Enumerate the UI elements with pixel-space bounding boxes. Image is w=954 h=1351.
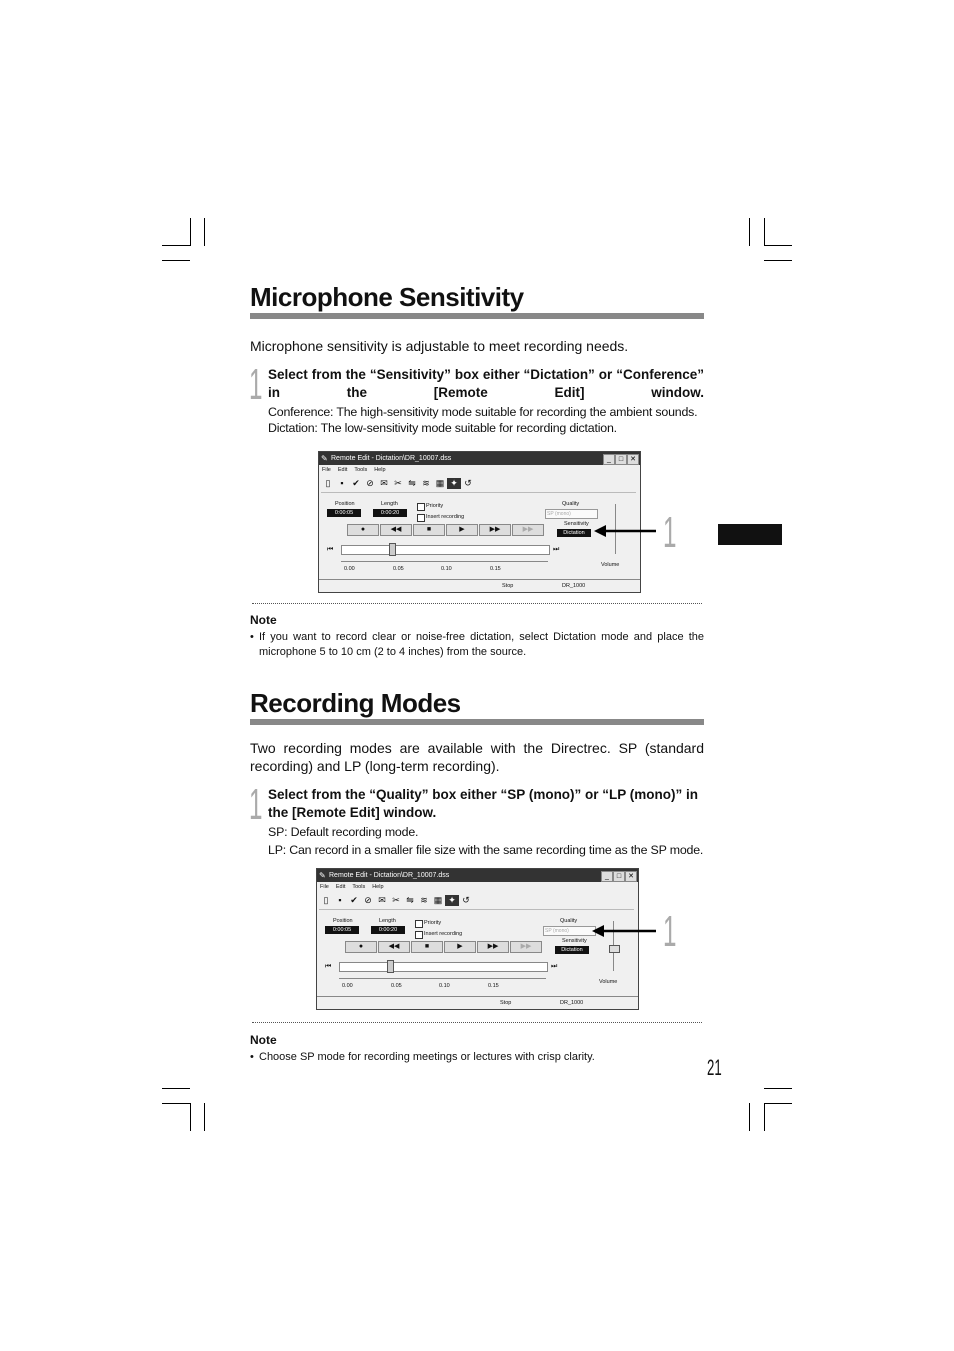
- callout-arrow: [594, 524, 658, 538]
- mail-icon[interactable]: ✉: [380, 478, 388, 488]
- crop-mark: [162, 260, 190, 261]
- maximize-button[interactable]: □: [613, 871, 625, 882]
- sensitivity-label: Sensitivity: [562, 938, 587, 944]
- tick-label: 0.05: [391, 983, 402, 989]
- play-button[interactable]: ▶: [446, 524, 478, 536]
- crop-mark: [162, 1088, 190, 1089]
- quality-select[interactable]: SP (mono): [543, 926, 596, 936]
- skip-start-icon[interactable]: ⏮: [327, 546, 334, 553]
- new-icon[interactable]: ▯: [325, 478, 331, 488]
- position-slider-thumb[interactable]: [387, 960, 394, 973]
- crop-mark: [204, 1103, 205, 1131]
- quality-label: Quality: [562, 501, 580, 507]
- title-rule: [250, 719, 704, 725]
- position-value: 0:00:05: [325, 926, 359, 934]
- ok-icon[interactable]: ⊘: [366, 478, 374, 488]
- cue-button[interactable]: ▶▶: [512, 524, 544, 536]
- ok-icon[interactable]: ⊘: [364, 895, 372, 905]
- step-description-sp: SP: Default recording mode.: [268, 825, 419, 839]
- undo-icon[interactable]: ↺: [464, 478, 472, 488]
- rewind-button[interactable]: ◀◀: [380, 524, 412, 536]
- position-value: 0:00:05: [327, 509, 361, 517]
- undo-icon[interactable]: ↺: [462, 895, 470, 905]
- menu-bar: [320, 884, 391, 890]
- note-heading: Note: [250, 1033, 277, 1047]
- remote-edit-window: [318, 451, 641, 593]
- crop-mark: [162, 245, 190, 246]
- fast-forward-button[interactable]: ▶▶: [479, 524, 511, 536]
- menu-tools[interactable]: Tools: [352, 884, 366, 890]
- length-label: Length: [381, 501, 398, 507]
- status-mode: Stop: [500, 1000, 512, 1006]
- note-heading: Note: [250, 613, 277, 627]
- section-title-microphone-sensitivity: Microphone Sensitivity: [250, 282, 524, 312]
- crop-mark: [764, 245, 792, 246]
- position-label: Position: [335, 501, 355, 507]
- options-icon[interactable]: ≋: [420, 895, 428, 905]
- volume-label: Volume: [599, 979, 618, 985]
- save-icon[interactable]: ▪: [338, 895, 342, 905]
- maximize-button[interactable]: □: [615, 454, 627, 465]
- step-instruction: Select from the “Sensitivity” box either “Dictation” or “Conference” in the [Remote Edit] window.: [268, 367, 704, 400]
- menu-edit[interactable]: Edit: [335, 884, 346, 890]
- crop-mark: [749, 218, 750, 246]
- quality-label: Quality: [560, 918, 578, 924]
- tick-label: 0.10: [439, 983, 450, 989]
- check-icon[interactable]: ✔: [350, 895, 358, 905]
- crop-mark: [190, 218, 191, 246]
- position-label: Position: [333, 918, 353, 924]
- step-description-dictation: Dictation: The low-sensitivity mode suitable for recording dictation.: [268, 421, 617, 435]
- section-title-recording-modes: Recording Modes: [250, 688, 461, 718]
- sensitivity-select[interactable]: Dictation: [555, 946, 589, 954]
- step-number: 1: [249, 780, 263, 829]
- note-text: • If you want to record clear or noise-free dictation, select Dictation mode and place the microphone 5 to 10 cm (2 to 4 inches) from the source.: [250, 631, 704, 658]
- crop-mark: [162, 1103, 190, 1104]
- tick-label: 0.05: [393, 566, 404, 572]
- sensitivity-label: Sensitivity: [564, 521, 589, 527]
- insert-recording-label: Insert recording: [426, 514, 465, 520]
- menu-help[interactable]: Help: [374, 467, 386, 473]
- minimize-button[interactable]: _: [601, 871, 613, 882]
- tick-label: 0.10: [441, 566, 452, 572]
- insert-recording-label: Insert recording: [424, 931, 463, 937]
- length-value: 0:00:20: [373, 509, 407, 517]
- note-text: • Choose SP mode for recording meetings or lectures with crisp clarity.: [250, 1051, 595, 1063]
- tick-label: 0.00: [342, 983, 353, 989]
- crop-mark: [764, 1103, 765, 1131]
- skip-end-icon[interactable]: ⏭: [553, 546, 560, 553]
- crop-mark: [764, 260, 792, 261]
- save-icon[interactable]: ▪: [340, 478, 344, 488]
- quality-select[interactable]: SP (mono): [545, 509, 598, 519]
- active-tool-icon[interactable]: ✦: [445, 895, 459, 906]
- active-tool-icon[interactable]: ✦: [447, 478, 461, 489]
- cut-icon[interactable]: ✂: [392, 895, 400, 905]
- skip-start-icon[interactable]: ⏮: [325, 963, 332, 970]
- crop-mark: [764, 1088, 792, 1089]
- link-icon[interactable]: ⇋: [408, 478, 416, 488]
- stop-button[interactable]: ■: [413, 524, 445, 536]
- menu-edit[interactable]: Edit: [337, 467, 348, 473]
- link-icon[interactable]: ⇋: [406, 895, 414, 905]
- close-button[interactable]: ✕: [627, 454, 639, 465]
- options-icon[interactable]: ≋: [422, 478, 430, 488]
- crop-mark: [190, 1103, 191, 1131]
- length-label: Length: [379, 918, 396, 924]
- menu-bar: [322, 467, 393, 473]
- priority-label: Priority: [426, 503, 444, 509]
- dotted-separator: [252, 603, 702, 604]
- app-icon: ✎: [321, 454, 328, 463]
- close-button[interactable]: ✕: [625, 871, 637, 882]
- tick-label: 0.15: [488, 983, 499, 989]
- step-description-conference: Conference: The high-sensitivity mode suitable for recording the ambient sounds.: [268, 405, 698, 419]
- window-titlebar: [317, 869, 638, 882]
- title-rule: [250, 313, 704, 319]
- callout-number: 1: [663, 508, 677, 557]
- cue-button[interactable]: ▶▶: [510, 941, 542, 953]
- menu-help[interactable]: Help: [372, 884, 384, 890]
- menu-tools[interactable]: Tools: [354, 467, 368, 473]
- record-button[interactable]: ●: [345, 941, 377, 953]
- toolbar: [321, 478, 636, 493]
- priority-label: Priority: [424, 920, 442, 926]
- insert-recording-checkbox[interactable]: [415, 931, 423, 939]
- new-icon[interactable]: ▯: [323, 895, 329, 905]
- callout-number: 1: [663, 907, 677, 956]
- step-number: 1: [249, 360, 263, 409]
- status-device: DR_1000: [562, 583, 586, 589]
- check-icon[interactable]: ✔: [352, 478, 360, 488]
- menu-file[interactable]: File: [322, 467, 331, 473]
- grid-icon[interactable]: ▦: [435, 478, 445, 488]
- status-bar: [319, 579, 640, 593]
- volume-label: Volume: [601, 562, 620, 568]
- sensitivity-select[interactable]: Dictation: [557, 529, 591, 537]
- crop-mark: [764, 218, 765, 246]
- menu-file[interactable]: File: [320, 884, 329, 890]
- crop-mark: [764, 1103, 792, 1104]
- position-slider[interactable]: [339, 962, 548, 972]
- rewind-button[interactable]: ◀◀: [378, 941, 410, 953]
- status-mode: Stop: [502, 583, 514, 589]
- mail-icon[interactable]: ✉: [378, 895, 386, 905]
- section-intro: Microphone sensitivity is adjustable to meet recording needs.: [250, 338, 629, 354]
- fast-forward-button[interactable]: ▶▶: [477, 941, 509, 953]
- tick-label: 0.00: [344, 566, 355, 572]
- cut-icon[interactable]: ✂: [394, 478, 402, 488]
- window-titlebar: [319, 452, 640, 465]
- section-intro: Two recording modes are available with the Directrec. SP (standard recording) and LP (long-term recording).: [250, 740, 704, 774]
- record-button[interactable]: ●: [347, 524, 379, 536]
- toolbar: [319, 895, 634, 910]
- window-title: Remote Edit - Dictation\DR_10007.dss: [329, 872, 450, 879]
- section-tab: [718, 524, 782, 545]
- tick-label: 0.15: [490, 566, 501, 572]
- page-number: 21: [707, 1055, 722, 1080]
- priority-checkbox[interactable]: [415, 920, 423, 928]
- step-instruction: Select from the “Quality” box either “SP (mono)” or “LP (mono)” in the [Remote Edit] window.: [268, 787, 699, 820]
- stop-button[interactable]: ■: [411, 941, 443, 953]
- insert-recording-checkbox[interactable]: [417, 514, 425, 522]
- window-title: Remote Edit - Dictation\DR_10007.dss: [331, 455, 452, 462]
- remote-edit-window: [316, 868, 639, 1010]
- crop-mark: [204, 218, 205, 246]
- app-icon: ✎: [319, 871, 326, 880]
- callout-arrow: [592, 924, 658, 938]
- skip-end-icon[interactable]: ⏭: [551, 963, 558, 970]
- volume-slider-thumb[interactable]: [609, 945, 620, 953]
- play-button[interactable]: ▶: [444, 941, 476, 953]
- dotted-separator: [252, 1022, 702, 1023]
- status-device: DR_1000: [560, 1000, 584, 1006]
- grid-icon[interactable]: ▦: [433, 895, 443, 905]
- priority-checkbox[interactable]: [417, 503, 425, 511]
- position-slider[interactable]: [341, 545, 550, 555]
- step-description-lp: LP: Can record in a smaller file size with the same recording time as the SP mode.: [268, 843, 704, 857]
- length-value: 0:00:20: [371, 926, 405, 934]
- minimize-button[interactable]: _: [603, 454, 615, 465]
- position-slider-thumb[interactable]: [389, 543, 396, 556]
- status-bar: [317, 996, 638, 1010]
- crop-mark: [749, 1103, 750, 1131]
